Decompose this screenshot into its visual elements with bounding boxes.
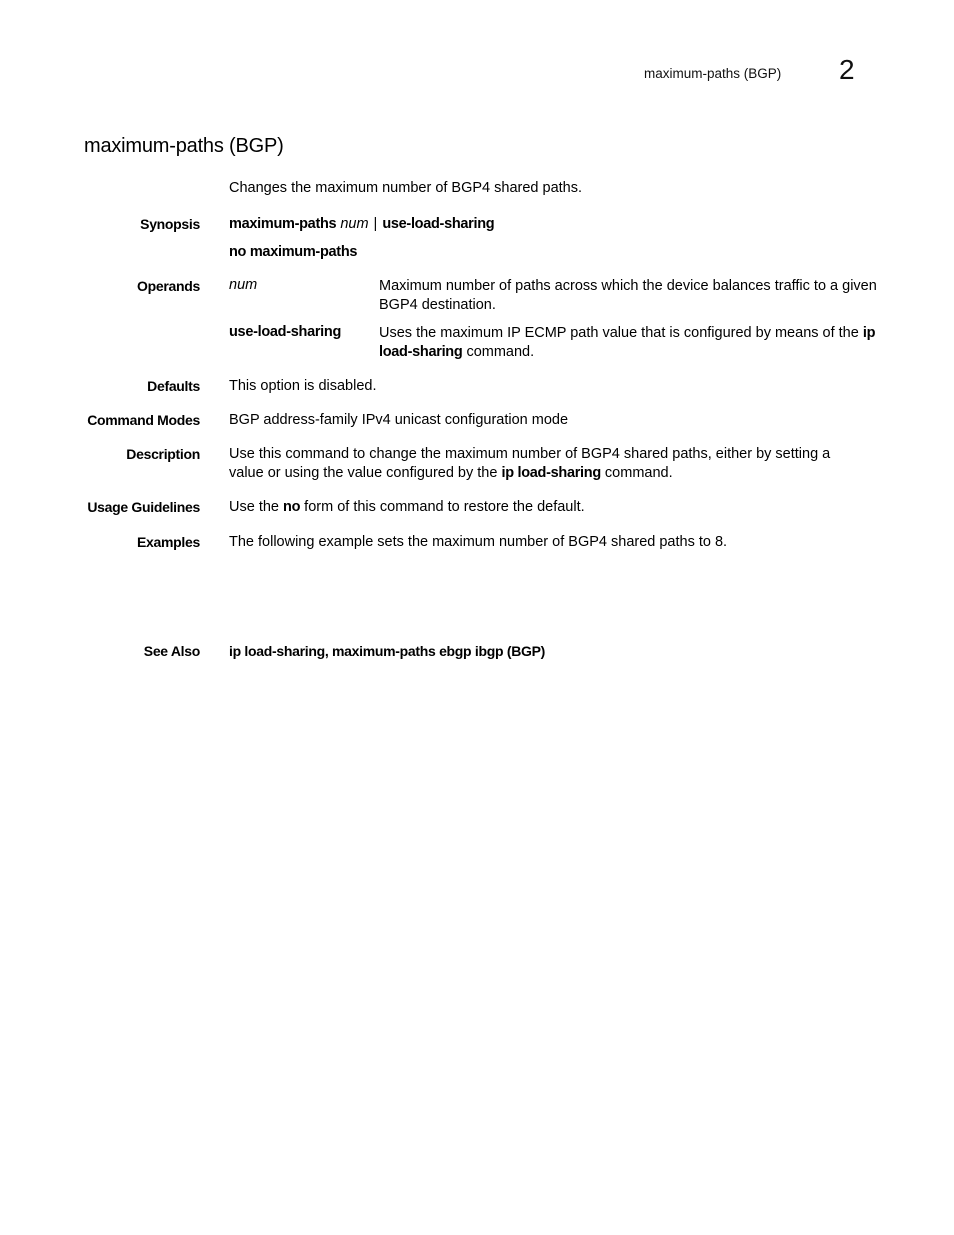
- see-also-label: See Also: [143, 643, 200, 659]
- usage-guidelines-text: [229, 498, 879, 517]
- operand-desc-command: ip load-sharing: [379, 325, 876, 360]
- page-title: maximum-paths (BGP): [84, 135, 284, 157]
- operands-label: Operands: [137, 278, 200, 294]
- description-text-start: Use this command to change the maximum number of BGP4 shared paths, either by setting a value or using the value configured by the: [229, 446, 831, 481]
- chapter-number: 2: [839, 54, 855, 85]
- see-also-links[interactable]: ip load-sharing, maximum-paths ebgp ibgp (BGP): [229, 643, 545, 659]
- synopsis-option: use-load-sharing: [382, 216, 495, 232]
- description-text: [229, 445, 854, 483]
- usage-text-start: Use the: [229, 499, 279, 515]
- usage-guidelines-label: Usage Guidelines: [87, 499, 200, 515]
- examples-text: The following example sets the maximum number of BGP4 shared paths to 8.: [229, 534, 728, 550]
- defaults-label: Defaults: [147, 378, 200, 394]
- operand-desc-use-load-sharing: [379, 324, 879, 362]
- command-modes-text: BGP address-family IPv4 unicast configuration mode: [229, 412, 569, 428]
- operand-desc-text: Uses the maximum IP ECMP path value that is configured by means of the: [379, 325, 859, 341]
- usage-command: no: [283, 499, 301, 515]
- synopsis-line-1: [229, 215, 879, 234]
- usage-text-end: form of this command to restore the default.: [304, 499, 585, 515]
- command-modes-label: Command Modes: [87, 412, 200, 428]
- operand-desc-text-end: command.: [466, 344, 535, 360]
- summary-text: Changes the maximum number of BGP4 shared paths.: [229, 180, 583, 196]
- synopsis-separator: |: [373, 216, 378, 232]
- operand-desc-num: Maximum number of paths across which the device balances traffic to a given BGP4 destination.: [379, 278, 877, 313]
- running-header: maximum-paths (BGP): [644, 66, 782, 81]
- description-command: ip load-sharing: [501, 465, 601, 481]
- operand-term-num: num: [229, 277, 258, 293]
- examples-label: Examples: [137, 534, 200, 550]
- synopsis-command: maximum-paths: [229, 216, 337, 232]
- description-label: Description: [126, 446, 200, 462]
- defaults-text: This option is disabled.: [229, 378, 377, 394]
- synopsis-line-2: no maximum-paths: [229, 244, 358, 260]
- synopsis-label: Synopsis: [140, 216, 200, 232]
- operand-term-use-load-sharing: use-load-sharing: [229, 324, 342, 340]
- synopsis-argument: num: [340, 216, 369, 232]
- description-text-end: command.: [604, 465, 673, 481]
